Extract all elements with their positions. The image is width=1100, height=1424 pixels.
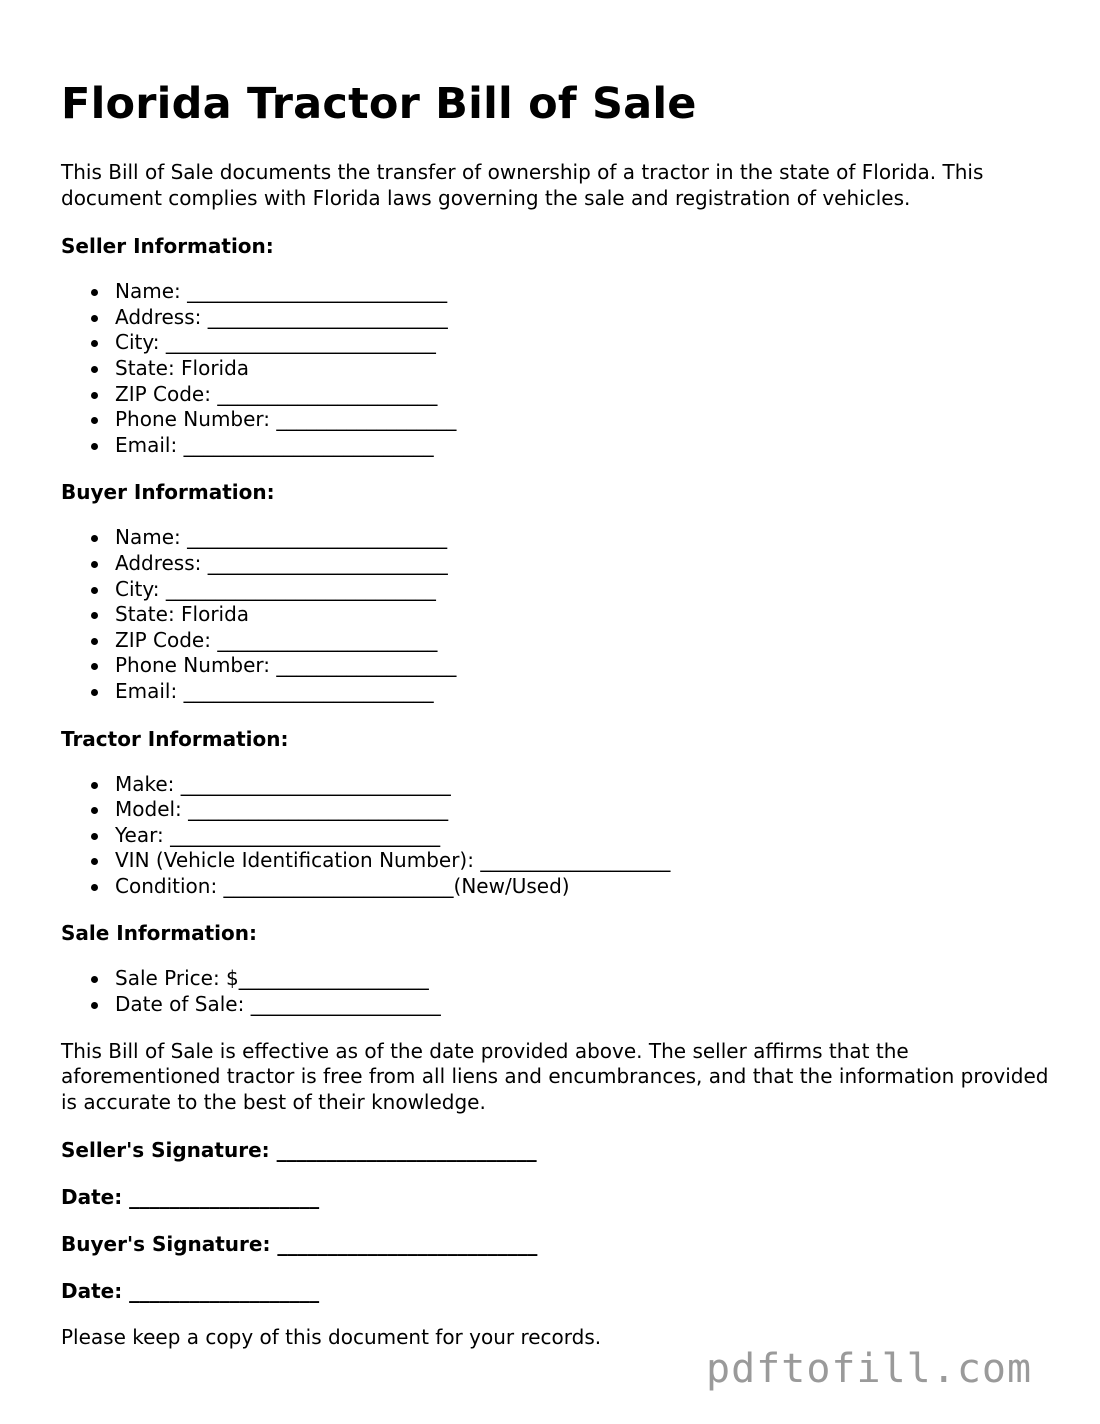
tractor-model-field[interactable]: Model: __________________________	[115, 797, 1061, 823]
seller-email-field[interactable]: Email: _________________________	[115, 433, 1061, 459]
tractor-section-heading: Tractor Information:	[61, 726, 289, 751]
sale-date-field[interactable]: Date of Sale: ___________________	[115, 992, 1061, 1018]
sale-info-list	[61, 966, 1061, 1017]
buyer-email-field[interactable]: Email: _________________________	[115, 679, 1061, 705]
sale-section-heading: Sale Information:	[61, 921, 257, 946]
seller-phone-field[interactable]: Phone Number: __________________	[115, 407, 1061, 433]
buyer-zip-field[interactable]: ZIP Code: ______________________	[115, 628, 1061, 654]
tractor-vin-field[interactable]: VIN (Vehicle Identification Number): ___________________	[115, 848, 1061, 874]
tractor-info-list	[61, 772, 1061, 900]
records-note: Please keep a copy of this document for your records.	[61, 1325, 602, 1350]
buyer-name-field[interactable]: Name: __________________________	[115, 525, 1061, 551]
buyer-section-heading: Buyer Information:	[61, 480, 275, 505]
seller-section-heading: Seller Information:	[61, 234, 274, 259]
seller-zip-field[interactable]: ZIP Code: ______________________	[115, 382, 1061, 408]
buyer-city-field[interactable]: City: ___________________________	[115, 577, 1061, 603]
seller-city-field[interactable]: City: ___________________________	[115, 330, 1061, 356]
seller-address-field[interactable]: Address: ________________________	[115, 305, 1061, 331]
buyer-info-list	[61, 525, 1061, 704]
buyer-state-field: State: Florida	[115, 602, 1061, 628]
watermark: pdftofill.com	[706, 1346, 1033, 1392]
buyer-date-field[interactable]: Date: ___________________	[61, 1279, 320, 1304]
seller-name-field[interactable]: Name: __________________________	[115, 279, 1061, 305]
seller-state-field: State: Florida	[115, 356, 1061, 382]
tractor-year-field[interactable]: Year: ___________________________	[115, 823, 1061, 849]
buyer-phone-field[interactable]: Phone Number: __________________	[115, 653, 1061, 679]
closing-paragraph: This Bill of Sale is effective as of the date provided above. The seller affirms that the aforementioned tractor is free from all liens and encumbrances, and that the information provided is accurate to the best of their knowledge.	[61, 1038, 1049, 1114]
document-page	[61, 78, 1061, 1351]
buyer-signature-field[interactable]: Buyer's Signature: __________________________	[61, 1232, 538, 1257]
intro-paragraph: This Bill of Sale documents the transfer of ownership of a tractor in the state of Florida. This document complies with Florida laws governing the sale and registration of vehicles.	[61, 160, 984, 210]
tractor-condition-field[interactable]: Condition: _______________________(New/Used)	[115, 874, 1061, 900]
seller-info-list	[61, 279, 1061, 458]
buyer-address-field[interactable]: Address: ________________________	[115, 551, 1061, 577]
tractor-make-field[interactable]: Make: ___________________________	[115, 772, 1061, 798]
sale-price-field[interactable]: Sale Price: $___________________	[115, 966, 1061, 992]
seller-date-field[interactable]: Date: ___________________	[61, 1185, 320, 1210]
seller-signature-field[interactable]: Seller's Signature: __________________________	[61, 1138, 537, 1163]
page-title: Florida Tractor Bill of Sale	[61, 79, 697, 129]
